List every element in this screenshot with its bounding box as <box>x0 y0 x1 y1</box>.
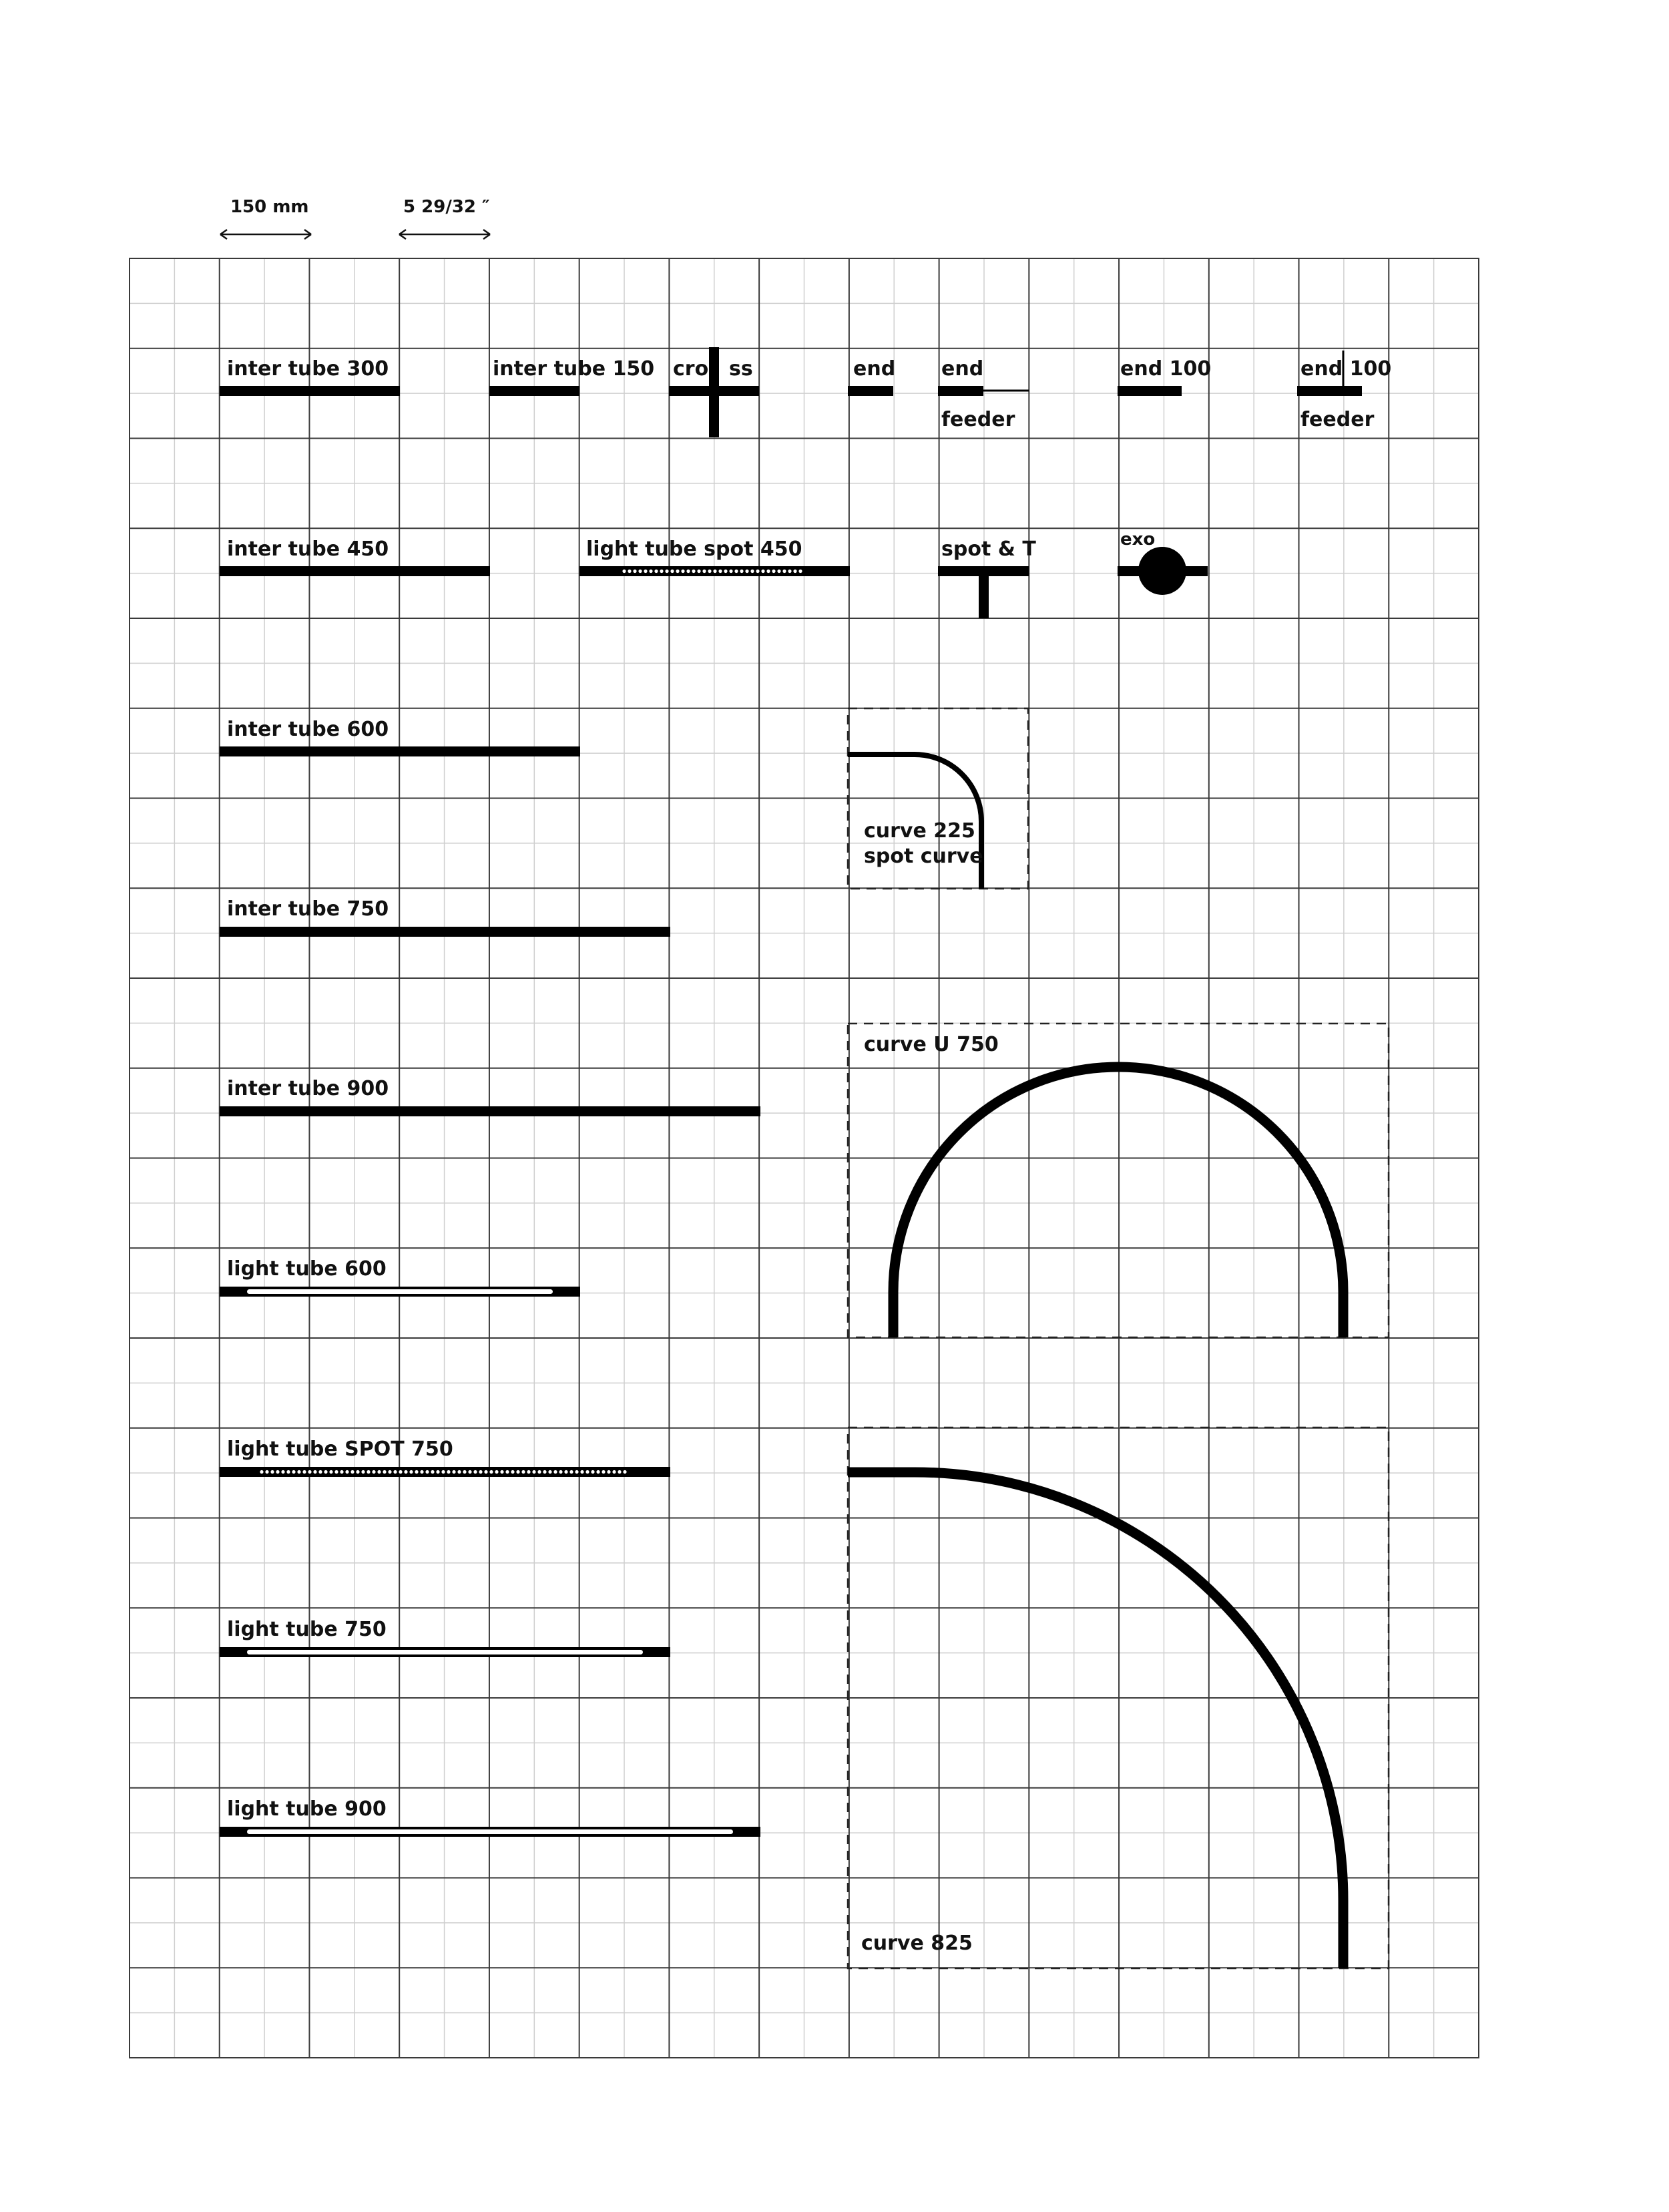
spot-light-dot <box>681 570 684 573</box>
end-cap <box>848 357 895 396</box>
spot-light-dot <box>564 1470 567 1474</box>
inter-tube-750 <box>220 897 670 937</box>
spot-and-t <box>938 537 1036 618</box>
spot-and-t-label: spot & T <box>941 537 1036 561</box>
light-tube-750-label: light tube 750 <box>227 1618 387 1641</box>
inter-tube-300-bar <box>220 386 400 396</box>
spot-light-dot <box>302 1470 306 1474</box>
spot-light-dot <box>772 570 775 573</box>
inter-tube-600-label: inter tube 600 <box>227 718 389 741</box>
spot-light-dot <box>516 1470 519 1474</box>
spot-light-dot <box>750 570 754 573</box>
spot-light-dot <box>697 570 700 573</box>
spot-light-dot <box>297 1470 300 1474</box>
end-feeder-bar <box>938 386 983 396</box>
spot-light-dot <box>399 1470 402 1474</box>
curve-u-750-arc <box>893 1067 1343 1337</box>
light-tube-750-diffuser <box>247 1650 643 1654</box>
inter-tube-150-bar <box>489 386 579 396</box>
spot-light-dot <box>489 1470 493 1474</box>
cross-vertical-bar <box>709 347 719 437</box>
inter-tube-300 <box>220 357 400 396</box>
scale-imperial-label: 5 29/32 ″ <box>403 197 490 217</box>
spot-light-dot <box>452 1470 455 1474</box>
light-tube-spot-750-spots <box>260 1470 626 1474</box>
spot-light-dot <box>793 570 796 573</box>
end-label: end <box>853 357 896 381</box>
light-tube-spot-750-label: light tube SPOT 750 <box>227 1437 453 1461</box>
spot-light-dot <box>766 570 770 573</box>
spot-light-dot <box>377 1470 381 1474</box>
curve-825-arc <box>848 1472 1343 1968</box>
spot-light-dot <box>548 1470 551 1474</box>
spot-light-dot <box>575 1470 578 1474</box>
end-feeder <box>938 357 1029 431</box>
inter-tube-750-label: inter tube 750 <box>227 897 389 921</box>
spot-light-dot <box>596 1470 600 1474</box>
end-100-label: end 100 <box>1120 357 1212 381</box>
spot-light-dot <box>644 570 647 573</box>
spot-light-dot <box>409 1470 413 1474</box>
spot-light-dot <box>308 1470 311 1474</box>
light-tube-900-diffuser <box>247 1829 733 1834</box>
spot-light-dot <box>286 1470 290 1474</box>
spot-light-dot <box>511 1470 514 1474</box>
light-tube-spot-750 <box>220 1437 670 1477</box>
spot-light-dot <box>670 570 674 573</box>
spot-light-dot <box>265 1470 268 1474</box>
spot-light-dot <box>473 1470 477 1474</box>
spot-light-dot <box>292 1470 295 1474</box>
light-tube-600-diffuser <box>247 1289 553 1294</box>
spot-light-dot <box>788 570 791 573</box>
light-tube-900 <box>220 1797 760 1837</box>
spot-light-dot <box>623 1470 626 1474</box>
spot-light-dot <box>479 1470 482 1474</box>
exo-disc <box>1138 547 1186 595</box>
spot-light-dot <box>591 1470 594 1474</box>
spot-light-dot <box>345 1470 348 1474</box>
spot-light-dot <box>383 1470 386 1474</box>
spot-light-dot <box>777 570 780 573</box>
curve-u-750-label: curve U 750 <box>864 1033 999 1056</box>
inter-tube-450-label: inter tube 450 <box>227 537 389 561</box>
spot-light-dot <box>543 1470 546 1474</box>
spot-light-dot <box>628 570 631 573</box>
end-feeder-sublabel: feeder <box>941 408 1015 431</box>
spot-light-dot <box>532 1470 535 1474</box>
spot-light-dot <box>334 1470 338 1474</box>
spot-light-dot <box>740 570 743 573</box>
spot-light-dot <box>404 1470 407 1474</box>
spot-light-dot <box>607 1470 610 1474</box>
inter-tube-300-label: inter tube 300 <box>227 357 389 381</box>
spot-light-dot <box>718 570 722 573</box>
inter-tube-900-label: inter tube 900 <box>227 1077 389 1100</box>
spot-light-dot <box>457 1470 461 1474</box>
scale-indicator <box>220 197 490 239</box>
spot-light-dot <box>745 570 748 573</box>
spot-light-dot <box>324 1470 327 1474</box>
end-100 <box>1118 357 1211 396</box>
end-feeder-label: end <box>941 357 984 381</box>
spot-light-dot <box>276 1470 279 1474</box>
spot-light-dot <box>388 1470 391 1474</box>
spot-light-dot <box>361 1470 365 1474</box>
spot-light-dot <box>660 570 663 573</box>
spot-light-dot <box>318 1470 322 1474</box>
spot-light-dot <box>782 570 786 573</box>
spot-light-dot <box>686 570 690 573</box>
spot-light-dot <box>585 1470 589 1474</box>
spot-light-dot <box>431 1470 434 1474</box>
spot-light-dot <box>724 570 727 573</box>
spot-light-dot <box>425 1470 429 1474</box>
end-100-feeder-label: end 100 <box>1300 357 1392 381</box>
spot-light-dot <box>463 1470 466 1474</box>
spot-light-dot <box>798 570 802 573</box>
spot-light-dot <box>270 1470 274 1474</box>
spot-light-dot <box>638 570 642 573</box>
spot-light-dot <box>415 1470 418 1474</box>
spot-light-dot <box>420 1470 423 1474</box>
spot-light-dot <box>665 570 668 573</box>
spot-light-dot <box>436 1470 439 1474</box>
spot-light-dot <box>553 1470 557 1474</box>
spot-light-dot <box>356 1470 359 1474</box>
spot-light-dot <box>708 570 711 573</box>
cross-label-right: ss <box>729 357 753 381</box>
inter-tube-450-bar <box>220 566 490 576</box>
inter-tube-750-bar <box>220 927 670 937</box>
curve-225-label: curve 225 <box>864 819 975 843</box>
spot-light-dot <box>713 570 716 573</box>
scale-metric-label: 150 mm <box>230 197 309 217</box>
spot-light-dot <box>654 570 658 573</box>
spot-light-dot <box>372 1470 375 1474</box>
spot-light-dot <box>447 1470 450 1474</box>
inter-tube-900-bar <box>220 1106 760 1116</box>
grid <box>130 258 1479 2058</box>
spot-light-dot <box>537 1470 541 1474</box>
spot-light-dot <box>692 570 695 573</box>
spot-light-dot <box>527 1470 530 1474</box>
spot-light-dot <box>500 1470 503 1474</box>
spot-light-dot <box>313 1470 316 1474</box>
curve-u-750 <box>848 1024 1389 1337</box>
spot-light-dot <box>580 1470 583 1474</box>
inter-tube-450 <box>220 537 490 576</box>
spot-light-dot <box>612 1470 616 1474</box>
exo-label: exo <box>1120 529 1156 549</box>
spot-light-dot <box>393 1470 397 1474</box>
light-tube-900-label: light tube 900 <box>227 1797 387 1821</box>
spot-light-dot <box>618 1470 621 1474</box>
spot-light-dot <box>521 1470 525 1474</box>
spot-light-dot <box>734 570 738 573</box>
end-bar <box>848 386 893 396</box>
spot-light-dot <box>441 1470 445 1474</box>
spot-light-dot <box>260 1470 263 1474</box>
spot-light-dot <box>729 570 732 573</box>
spot-light-dot <box>569 1470 573 1474</box>
spot-and-t-horizontal-bar <box>938 566 1029 576</box>
cross-connector <box>669 347 759 437</box>
spot-light-dot <box>350 1470 354 1474</box>
spot-light-dot <box>602 1470 605 1474</box>
inter-tube-900 <box>220 1077 760 1116</box>
spot-light-dot <box>340 1470 343 1474</box>
spot-and-t-stem <box>979 576 989 618</box>
inter-tube-150 <box>489 357 654 396</box>
spot-light-dot <box>761 570 764 573</box>
spot-light-dot <box>281 1470 284 1474</box>
spot-light-dot <box>559 1470 562 1474</box>
spot-light-dot <box>622 570 626 573</box>
light-tube-spot-450 <box>579 537 850 576</box>
spot-light-dot <box>505 1470 509 1474</box>
spot-light-dot <box>756 570 759 573</box>
end-100-feeder-sublabel: feeder <box>1300 408 1375 431</box>
end-100-feeder-bar <box>1297 386 1362 396</box>
end-100-bar <box>1118 386 1182 396</box>
light-tube-750 <box>220 1618 670 1657</box>
spot-light-dot <box>649 570 652 573</box>
curve-825-label: curve 825 <box>861 1932 973 1955</box>
spot-light-dot <box>329 1470 332 1474</box>
spot-light-dot <box>633 570 636 573</box>
spot-light-dot <box>367 1470 370 1474</box>
cross-label-left: cro <box>673 357 709 381</box>
spot-light-dot <box>702 570 706 573</box>
spot-light-dot <box>495 1470 498 1474</box>
end-100-feeder <box>1297 351 1391 431</box>
spot-light-dot <box>484 1470 487 1474</box>
light-tube-600-label: light tube 600 <box>227 1257 387 1281</box>
light-tube-spot-450-label: light tube spot 450 <box>586 537 802 561</box>
inter-tube-150-label: inter tube 150 <box>493 357 655 381</box>
inter-tube-600-bar <box>220 746 580 756</box>
spot-light-dot <box>468 1470 471 1474</box>
spot-light-dot <box>676 570 679 573</box>
exo <box>1118 529 1208 595</box>
spot-curve-label: spot curve <box>864 845 983 868</box>
